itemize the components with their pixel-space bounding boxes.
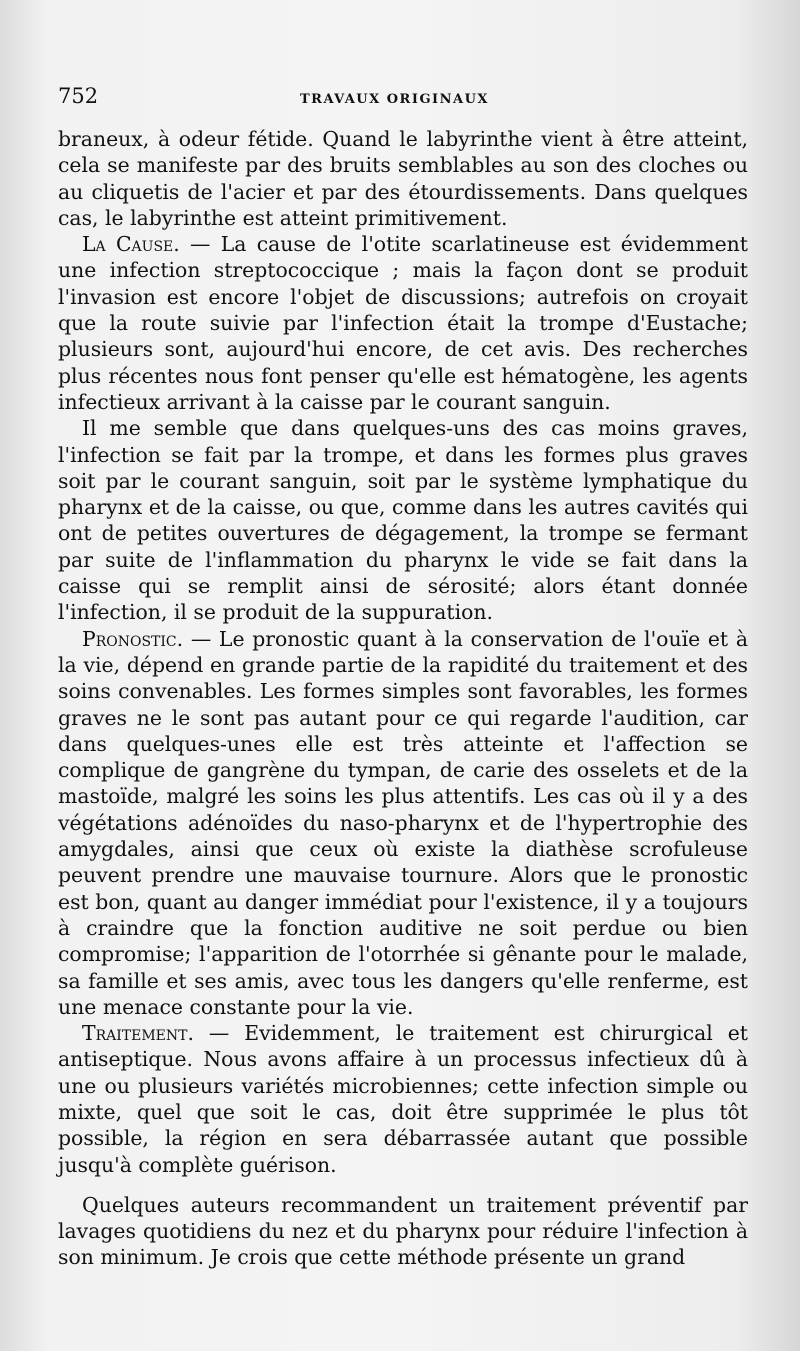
paragraph-text: — Le pronostic quant à la conservation de l'ouïe et à la vie, dépend en grande partie de la rapidité du traitement et des soins convenables. Les formes simples sont favorables, les formes graves ne le sont pas autant pour ce qui regarde l'audition, car dans quelques-unes elle est très atteinte et l'affection se complique de gangrène du tympan, de carie des osselets et de la mastoïde, malgré les soins les plus attentifs. Les cas où il y a des végétations adénoïdes du naso-pharynx et de l'hypertrophie des amygdales, ainsi que ceux où existe la diathèse scrofuleuse peuvent prendre une mauvaise tournure. Alors que le pronostic est bon, quant au danger immédiat pour l'existence, il y a toujours à craindre que la fonction auditive ne soit perdue ou bien compromise; l'apparition de l'otorrhée si gênante pour le malade, sa famille et ses amis, avec tous les dangers qu'elle renferme, est une menace constante pour la vie.: [58, 626, 748, 1019]
section-heading-traitement: Traitement.: [82, 1021, 194, 1046]
paragraph-text: — La cause de l'otite scarlatineuse est évidemment une infection streptococcique ; mais la façon dont se produit l'invasion est encore l'objet de discussions; autrefois on croyait que la route suivie par l'infection était la trompe d'Eustache; plusieurs sont, aujourd'hui encore, de cet avis. Des recherches plus récentes nous font penser qu'elle est hématogène, les agents infectieux arrivant à la caisse par le courant sanguin.: [58, 232, 748, 414]
running-header: [58, 84, 748, 108]
running-title: TRAVAUX ORIGINAUX: [300, 92, 490, 107]
paragraph-infection-route: [58, 415, 748, 625]
section-heading-cause: La Cause.: [82, 232, 180, 257]
paragraph-pronostic: [58, 626, 748, 1020]
body-text: [58, 126, 748, 1271]
paragraph-continuation: [58, 126, 748, 231]
paragraph-cause: [58, 231, 748, 415]
paragraph-gap: [58, 1178, 748, 1192]
page-number: 752: [58, 84, 99, 108]
paragraph-text: braneux, à odeur fétide. Quand le labyrinthe vient à être atteint, cela se manifeste par des bruits semblables au son des cloches ou au cliquetis de l'acier et par des étourdissements. Dans quelques cas, le labyrinthe est atteint primitivement.: [58, 127, 748, 230]
section-heading-pronostic: Pronostic.: [82, 626, 184, 651]
paragraph-traitement: [58, 1020, 748, 1178]
paragraph-text: Il me semble que dans quelques-uns des cas moins graves, l'infection se fait par la trompe, et dans les formes plus graves soit par le courant sanguin, soit par le système lymphatique du pharynx et de la caisse, ou que, comme dans les autres cavités qui ont de petites ouvertures de dégagement, la trompe se fermant par suite de l'inflammation du pharynx le vide se fait dans la caisse qui se remplit ainsi de sérosité; alors étant donnée l'infection, il se produit de la suppuration.: [58, 416, 748, 625]
paragraph-text: — Evidemment, le traitement est chirurgical et antiseptique. Nous avons affaire à un processus infectieux dû à une ou plusieurs variétés microbiennes; cette infection simple ou mixte, quel que soit le cas, doit être supprimée le plus tôt possible, la région en sera débarrassée autant que possible jusqu'à complète guérison.: [58, 1021, 748, 1177]
paragraph-text: Quelques auteurs recommandent un traitement préventif par lavages quotidiens du nez et du pharynx pour réduire l'infection à son minimum. Je crois que cette méthode présente un grand: [58, 1192, 748, 1270]
paragraph-preventif: [58, 1192, 748, 1271]
